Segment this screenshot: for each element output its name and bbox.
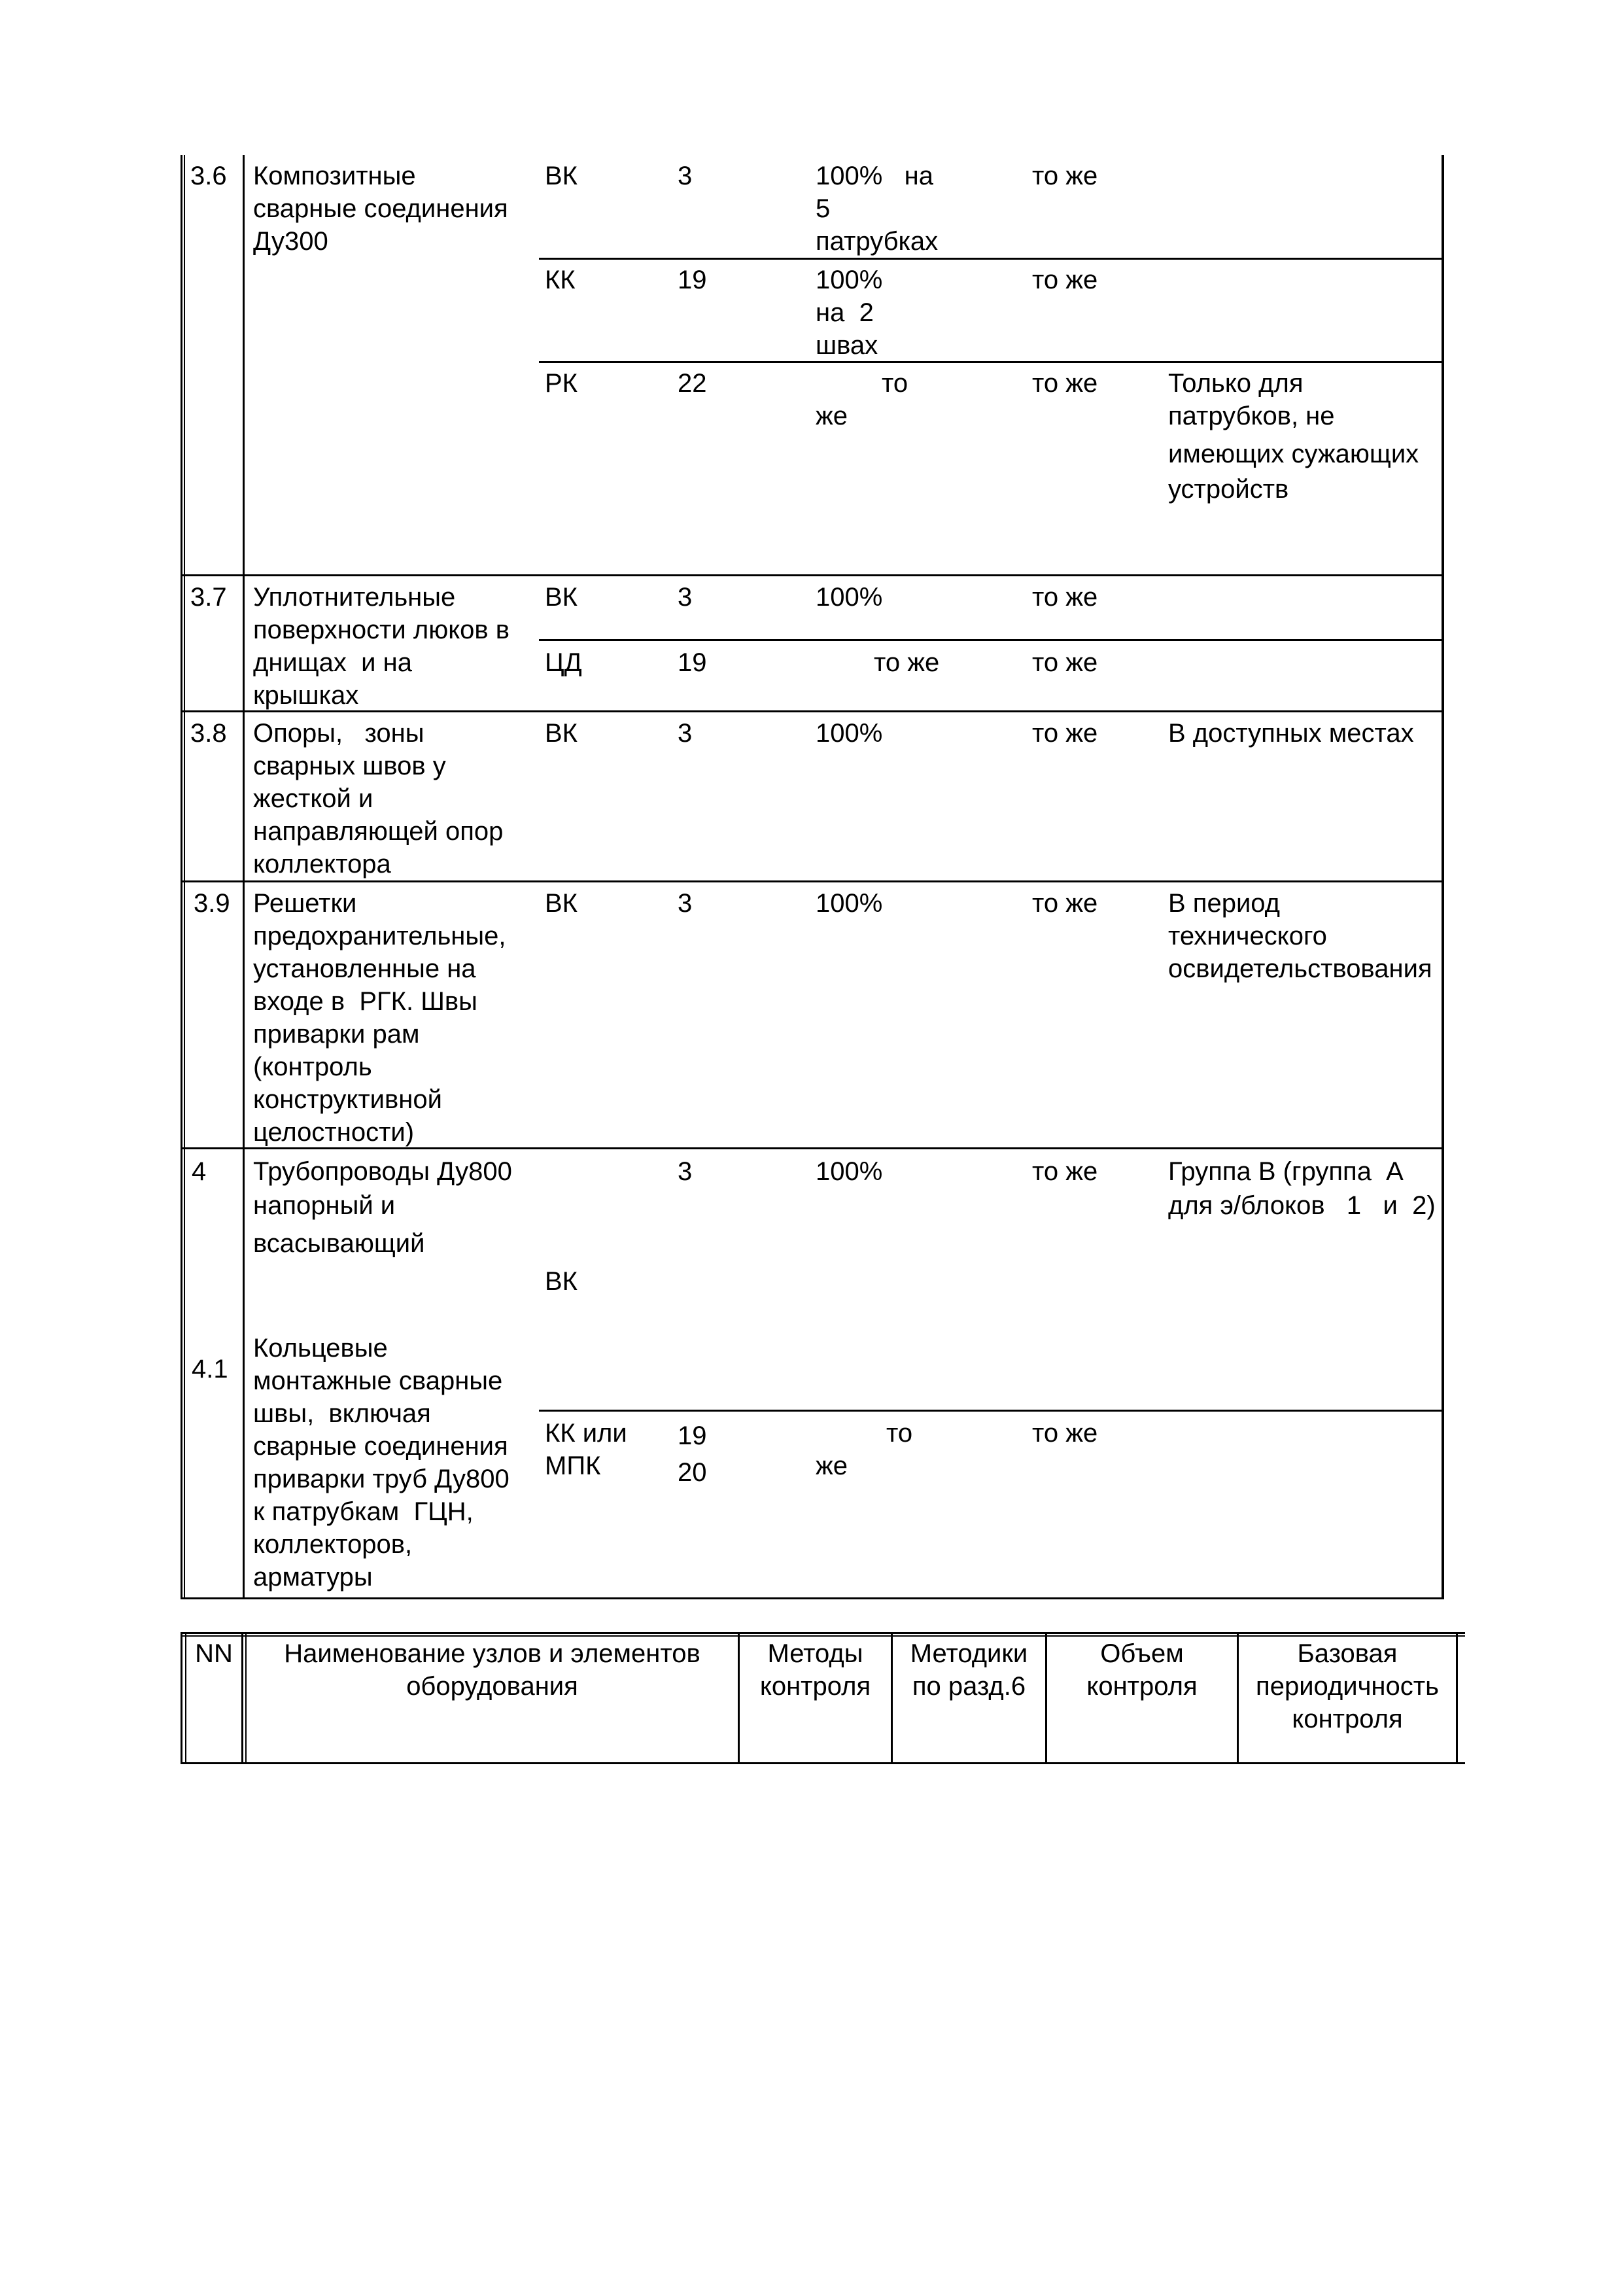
header-name: Наименование узлов и элементов [284, 1639, 700, 1668]
element-name-line: входе в РГК. Швы [253, 987, 477, 1016]
volume-cell: 100% [816, 719, 883, 748]
method-cell: ВК [545, 162, 578, 190]
element-name-line: сварных швов у [253, 752, 446, 780]
note-cell: Только для [1168, 369, 1304, 398]
element-name-line: коллекторов, [253, 1530, 413, 1559]
header-col-divider [1456, 1632, 1458, 1764]
header-name: оборудования [406, 1672, 578, 1701]
element-name-line: сварные соединения [253, 1432, 508, 1461]
table-left-border [181, 155, 182, 1599]
note-cell: для э/блоков 1 и 2) [1168, 1191, 1436, 1220]
row-number: 3.6 [190, 162, 227, 190]
method-cell: ВК [545, 889, 578, 918]
period-cell: то же [1032, 266, 1098, 294]
element-name-line: монтажные сварные [253, 1366, 503, 1395]
technique-cell: 3 [678, 583, 693, 612]
period-cell: то же [1032, 583, 1098, 612]
technique-cell: 3 [678, 162, 693, 190]
note-cell: имеющих сужающих [1168, 440, 1419, 468]
header-methods: Методы [767, 1639, 863, 1668]
element-name-line: Решетки [253, 889, 357, 918]
method-cell: КК [545, 266, 576, 294]
method-cell: ВК [545, 583, 578, 612]
header-top-border-inner [181, 1635, 1465, 1637]
element-name-line: направляющей опор [253, 817, 504, 846]
row-divider [181, 574, 1444, 576]
row-divider [181, 880, 1444, 882]
header-period: Базовая [1297, 1639, 1398, 1668]
table-left-border-inner [184, 155, 185, 1599]
header-nn: NN [195, 1639, 233, 1668]
element-name-line: приварки рам [253, 1020, 420, 1049]
volume-cell: 5 [816, 194, 831, 223]
volume-cell: 100% на [816, 162, 933, 190]
volume-cell: 100% [816, 1157, 883, 1186]
element-name-line: сварные соединения [253, 194, 508, 223]
element-name-line: коллектора [253, 850, 391, 878]
note-cell: технического [1168, 922, 1327, 950]
sub-row-divider [539, 1410, 1444, 1412]
header-bottom-border [181, 1762, 1465, 1764]
period-cell: то же [1032, 162, 1098, 190]
period-cell: то же [1032, 1419, 1098, 1448]
element-name-line: предохранительные, [253, 922, 506, 950]
method-cell: ВК [545, 1267, 578, 1296]
volume-cell: на 2 [816, 298, 874, 327]
technique-cell: 3 [678, 889, 693, 918]
element-name-line: Опоры, зоны [253, 719, 424, 748]
element-name-line: конструктивной [253, 1085, 442, 1114]
sub-row-divider [539, 258, 1444, 260]
element-name-line: жесткой и [253, 784, 373, 813]
technique-cell: 19 [678, 1421, 707, 1450]
row-number: 3.7 [190, 583, 227, 612]
period-cell: то же [1032, 648, 1098, 677]
col-divider-num [243, 155, 245, 1599]
table-right-border [1442, 155, 1444, 1599]
row-number: 4 [192, 1157, 207, 1186]
period-cell: то же [1032, 889, 1098, 918]
volume-cell: швах [816, 331, 878, 360]
element-name-line: Кольцевые [253, 1334, 388, 1363]
element-name-line: приварки труб Ду800 [253, 1465, 510, 1493]
header-techniques: по разд.6 [912, 1672, 1026, 1701]
element-name-line: Ду300 [253, 227, 328, 256]
row-number: 4.1 [192, 1355, 228, 1383]
note-cell: патрубков, не [1168, 402, 1335, 430]
technique-cell: 19 [678, 266, 707, 294]
volume-cell: же [816, 402, 848, 430]
element-name-line: днищах и на [253, 648, 412, 677]
header-period: контроля [1292, 1705, 1403, 1733]
row-divider [181, 710, 1444, 712]
header-volume: контроля [1086, 1672, 1198, 1701]
technique-cell: 3 [678, 719, 693, 748]
element-name-line: всасывающий [253, 1229, 425, 1258]
volume-cell: 100% [816, 266, 883, 294]
period-cell: то же [1032, 369, 1098, 398]
method-cell: ВК [545, 719, 578, 748]
period-cell: то же [1032, 719, 1098, 748]
note-cell: Группа В (группа А [1168, 1157, 1404, 1186]
element-name-line: Трубопроводы Ду800 [253, 1157, 512, 1186]
period-cell: то же [1032, 1157, 1098, 1186]
technique-cell: 19 [678, 648, 707, 677]
method-cell: РК [545, 369, 578, 398]
header-period: периодичность [1256, 1672, 1439, 1701]
method-cell: ЦД [545, 648, 582, 677]
technique-cell: 22 [678, 369, 707, 398]
technique-cell: 3 [678, 1157, 693, 1186]
element-name-line: целостности) [253, 1118, 415, 1147]
note-cell: освидетельствования [1168, 954, 1432, 983]
volume-cell: то [882, 369, 908, 398]
element-name-line: Уплотнительные [253, 583, 456, 612]
element-name-line: Композитные [253, 162, 416, 190]
method-cell: КК или [545, 1419, 627, 1448]
header-techniques: Методики [910, 1639, 1028, 1668]
element-name-line: поверхности люков в [253, 616, 510, 644]
header-top-border [181, 1632, 1465, 1634]
element-name-line: установленные на [253, 954, 476, 983]
element-name-line: швы, включая [253, 1399, 431, 1428]
note-cell: В период [1168, 889, 1280, 918]
element-name-line: (контроль [253, 1052, 372, 1081]
technique-cell: 20 [678, 1458, 707, 1487]
row-number: 3.8 [190, 719, 227, 748]
table-bottom-border [181, 1597, 1444, 1599]
volume-cell: то [886, 1419, 913, 1448]
volume-cell: 100% [816, 889, 883, 918]
row-number: 3.9 [194, 889, 230, 918]
sub-row-divider [539, 361, 1444, 363]
note-cell: устройств [1168, 475, 1289, 504]
header-volume: Объем [1100, 1639, 1184, 1668]
element-name-line: арматуры [253, 1563, 373, 1592]
header-left-border [181, 1632, 182, 1764]
sub-row-divider [539, 639, 1444, 641]
element-name-line: к патрубкам ГЦН, [253, 1497, 474, 1526]
header-col-divider [241, 1632, 243, 1764]
volume-cell: то же [874, 648, 940, 677]
volume-cell: же [816, 1452, 848, 1480]
element-name-line: напорный и [253, 1191, 396, 1220]
element-name-line: крышках [253, 681, 359, 710]
note-cell: В доступных местах [1168, 719, 1414, 748]
volume-cell: патрубках [816, 227, 939, 256]
method-cell: МПК [545, 1452, 601, 1480]
header-methods: контроля [759, 1672, 871, 1701]
volume-cell: 100% [816, 583, 883, 612]
